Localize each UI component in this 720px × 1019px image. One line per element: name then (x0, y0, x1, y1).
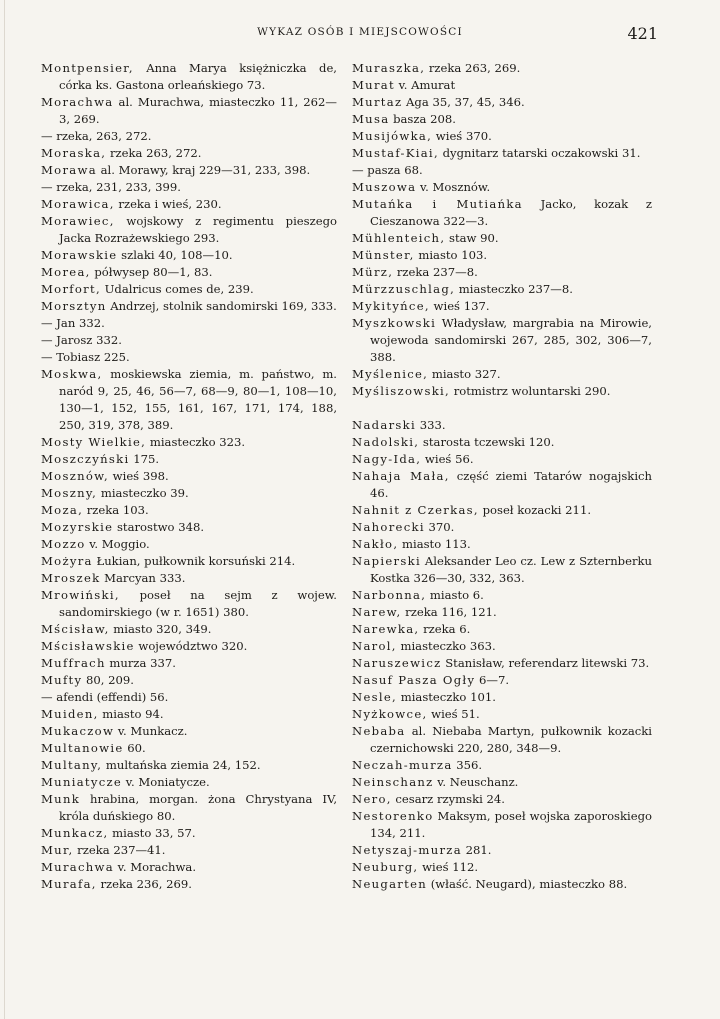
entry-text: v. Moggio. (85, 537, 150, 551)
entry-text: wieś 51. (427, 707, 480, 721)
entry-headword: Myśliszowski, (352, 384, 451, 398)
index-entry (352, 689, 652, 706)
entry-text: rzeka 6. (419, 622, 471, 636)
entry-headword: Neugarten (352, 877, 428, 891)
entry-text: — Jan 332. (41, 316, 105, 330)
entry-text: rzeka i wieś, 230. (114, 197, 222, 211)
index-entry (352, 842, 652, 859)
index-entry (41, 723, 337, 740)
entry-text: miasteczko 39. (97, 486, 189, 500)
index-entry (352, 128, 652, 145)
entry-headword: Munkacz, (41, 826, 109, 840)
index-entry (352, 519, 652, 536)
index-entry (352, 757, 652, 774)
entry-headword: Mroszek (41, 571, 101, 585)
index-entry (41, 213, 337, 247)
entry-headword: Montpensier, (41, 61, 134, 75)
index-entry (41, 315, 337, 332)
entry-text: miasto 33, 57. (108, 826, 196, 840)
entry-headword: Mścisławskie (41, 639, 135, 653)
entry-headword: Musijówka, (352, 129, 433, 143)
entry-text: moskiewska ziemia, m. państwo, m. naród 9, 25, 46, 56—7, 68—9, 80—1, 108—10, 130—1, 152, 155, 161, 167, 171, 174, 188, 250, 319, 378, 389. (59, 367, 337, 432)
entry-headword: Mścisław, (41, 622, 110, 636)
entry-headword: Moszny, (41, 486, 98, 500)
entry-text: poseł kozacki 211. (478, 503, 591, 517)
entry-headword: Morfort, (41, 282, 101, 296)
index-entry (41, 468, 337, 485)
entry-text: v. Neuschanz. (433, 775, 519, 789)
entry-text: Jacko, kozak z Cieszanowa 322—3. (370, 197, 652, 228)
entry-text: 333. (416, 418, 446, 432)
index-entry (352, 468, 652, 502)
index-entry (352, 247, 652, 264)
entry-text: 6—7. (475, 673, 510, 687)
entry-headword: Morawa (41, 163, 97, 177)
entry-headword: Napierski (352, 554, 421, 568)
entry-text: basza 208. (389, 112, 456, 126)
entry-text: Aleksander Leo cz. Lew z Szternberku Kostka 326—30, 332, 363. (370, 554, 652, 585)
index-entry (41, 162, 337, 179)
index-entry (41, 264, 337, 281)
entry-text: poseł na sejm z wojew. sandomirskiego (w r. 1651) 380. (59, 588, 337, 619)
entry-headword: Multanowie (41, 741, 124, 755)
entry-text: — afendi (effendi) 56. (41, 690, 169, 704)
entry-text: rzeka 237—41. (73, 843, 166, 857)
index-entry (41, 570, 337, 587)
entry-text: część ziemi Tatarów nogajskich 46. (370, 469, 652, 500)
index-entry (352, 723, 652, 757)
entry-text: wieś 398. (109, 469, 169, 483)
entry-text: rzeka 236, 269. (96, 877, 192, 891)
entry-text: rzeka 263, 272. (106, 146, 202, 160)
entry-headword: Narew, (352, 605, 402, 619)
entry-headword: Munk (41, 792, 81, 806)
index-entry (41, 434, 337, 451)
entry-text: Łukian, pułkownik korsuński 214. (92, 554, 296, 568)
index-entry (41, 859, 337, 876)
entry-headword: Narol, (352, 639, 397, 653)
index-entry (41, 757, 337, 774)
entry-text: v. Moniatycze. (122, 775, 210, 789)
index-entry (352, 179, 652, 196)
entry-text: cesarz rzymski 24. (391, 792, 505, 806)
index-entry (352, 621, 652, 638)
index-entry (41, 196, 337, 213)
index-entry (352, 94, 652, 111)
entry-text: dygnitarz tatarski oczakowski 31. (438, 146, 641, 160)
index-entry (352, 536, 652, 553)
entry-text: 281. (461, 843, 492, 857)
index-entry (352, 553, 652, 587)
entry-headword: Neuburg, (352, 860, 419, 874)
index-entry (352, 417, 652, 434)
entry-headword: Moskwa, (41, 367, 103, 381)
entry-headword: Narbonna, (352, 588, 427, 602)
entry-headword: Murat (352, 78, 395, 92)
index-entry (41, 179, 337, 196)
index-entry (352, 876, 652, 893)
entry-headword: Naruszewicz (352, 656, 442, 670)
entry-headword: Mur, (41, 843, 74, 857)
entry-text: 356. (452, 758, 483, 772)
entry-text: miasteczko 323. (146, 435, 246, 449)
entry-headword: Murtaz (352, 95, 403, 109)
entry-headword: Morawskie (41, 248, 118, 262)
entry-headword: Mutańka i Mutiańka (352, 197, 523, 211)
index-entry (352, 774, 652, 791)
entry-headword: Morea, (41, 265, 91, 279)
index-entry (41, 672, 337, 689)
entry-headword: Münster, (352, 248, 415, 262)
index-entry (352, 77, 652, 94)
entry-text: v. Amurat (394, 78, 456, 92)
entry-headword: Moszczyński (41, 452, 130, 466)
entry-headword: Musa (352, 112, 390, 126)
index-entry (41, 842, 337, 859)
index-entry (352, 604, 652, 621)
index-entry (41, 825, 337, 842)
entry-text: murza 337. (105, 656, 176, 670)
entry-headword: Morawiec, (41, 214, 115, 228)
entry-headword: Możyra (41, 554, 93, 568)
entry-headword: Morawica, (41, 197, 115, 211)
index-entry (41, 740, 337, 757)
entry-text: starostwo 348. (113, 520, 205, 534)
entry-headword: Morsztyn (41, 299, 107, 313)
entry-headword: Morachwa (41, 95, 114, 109)
entry-text: rotmistrz woluntarski 290. (450, 384, 611, 398)
entry-text: wieś 370. (432, 129, 492, 143)
entry-headword: Nebaba (352, 724, 406, 738)
entry-headword: Myszkowski (352, 316, 437, 330)
entry-text: Andrzej, stolnik sandomirski 169, 333. (106, 299, 337, 313)
index-entry (41, 485, 337, 502)
index-column-left (41, 60, 337, 893)
index-entry (352, 672, 652, 689)
index-entry (41, 876, 337, 893)
entry-text: 60. (123, 741, 146, 755)
index-entry (352, 230, 652, 247)
entry-headword: Mrowiński, (41, 588, 120, 602)
index-entry (41, 60, 337, 94)
entry-text: Anna Marya księżniczka de, córka ks. Gastona orleańskiego 73. (59, 61, 337, 92)
index-entry (352, 366, 652, 383)
entry-text: rzeka 237—8. (393, 265, 478, 279)
entry-text: — rzeka, 231, 233, 399. (41, 180, 181, 194)
index-entry (352, 587, 652, 604)
entry-headword: Neczah-murza (352, 758, 453, 772)
index-entry (41, 145, 337, 162)
entry-text: półwysep 80—1, 83. (90, 265, 213, 279)
index-entry (352, 315, 652, 366)
entry-headword: Mozyrskie (41, 520, 114, 534)
index-entry (41, 774, 337, 791)
index-entry (352, 383, 652, 400)
index-entry (41, 332, 337, 349)
entry-text: Maksym, poseł wojska zaporoskiego 134, 211. (370, 809, 652, 840)
entry-headword: Netyszaj-murza (352, 843, 462, 857)
entry-headword: Myślenice, (352, 367, 429, 381)
index-entry (41, 502, 337, 519)
entry-headword: Mosznów, (41, 469, 109, 483)
entry-headword: Muniatycze (41, 775, 123, 789)
index-entry (41, 689, 337, 706)
entry-headword: Multany, (41, 758, 103, 772)
index-entry (41, 298, 337, 315)
entry-text: miasto 320, 349. (109, 622, 212, 636)
index-entry (41, 349, 337, 366)
index-entry (352, 162, 652, 179)
entry-text: 175. (129, 452, 160, 466)
entry-headword: Mosty Wielkie, (41, 435, 147, 449)
entry-text: wojskowy z regimentu pieszego Jacka Rozrażewskiego 293. (59, 214, 337, 245)
entry-headword: Mürz, (352, 265, 394, 279)
entry-text: multańska ziemia 24, 152. (102, 758, 261, 772)
index-entry (352, 808, 652, 842)
index-entry (41, 247, 337, 264)
entry-headword: Mürzzuschlag, (352, 282, 456, 296)
entry-text: starosta tczewski 120. (419, 435, 555, 449)
index-entry (41, 519, 337, 536)
entry-text: miasto 327. (428, 367, 501, 381)
running-title: WYKAZ OSÓB I MIEJSCOWOŚCI (257, 26, 463, 38)
entry-text: 80, 209. (82, 673, 134, 687)
entry-headword: Nadarski (352, 418, 417, 432)
index-entry (352, 655, 652, 672)
entry-text: staw 90. (445, 231, 499, 245)
entry-headword: Nahorecki (352, 520, 425, 534)
entry-text: miasto 113. (398, 537, 471, 551)
page-edge-shadow (4, 0, 5, 1019)
entry-headword: Nadolski, (352, 435, 420, 449)
index-entry (41, 791, 337, 825)
index-entry (41, 655, 337, 672)
page-header (0, 22, 720, 46)
index-entry (41, 366, 337, 434)
index-entry (352, 706, 652, 723)
entry-headword: Nagy-Ida, (352, 452, 422, 466)
entry-text: Aga 35, 37, 45, 346. (402, 95, 525, 109)
entry-headword: Nahaja Mała, (352, 469, 450, 483)
entry-text: Udalricus comes de, 239. (100, 282, 254, 296)
entry-text: hrabina, morgan. żona Chrystyana IV, króla duńskiego 80. (59, 792, 337, 823)
entry-headword: Murachwa (41, 860, 114, 874)
entry-headword: Nahnit z Czerkas, (352, 503, 479, 517)
entry-text: — pasza 68. (352, 163, 423, 177)
entry-text: rzeka 263, 269. (425, 61, 521, 75)
index-entry (41, 621, 337, 638)
index-entry (352, 196, 652, 230)
entry-headword: Moraska, (41, 146, 107, 160)
entry-headword: Muffrach (41, 656, 106, 670)
index-entry (41, 451, 337, 468)
index-column-right (352, 60, 652, 893)
entry-text: rzeka 116, 121. (401, 605, 497, 619)
entry-text: — rzeka, 263, 272. (41, 129, 152, 143)
entry-text: — Jarosz 332. (41, 333, 122, 347)
entry-text: Władysław, margrabia na Mirowie, wojewoda sandomirski 267, 285, 302, 306—7, 388. (370, 316, 652, 364)
index-entry (41, 536, 337, 553)
entry-headword: Nakło, (352, 537, 399, 551)
entry-headword: Nestorenko (352, 809, 434, 823)
entry-text: miasto 94. (98, 707, 164, 721)
entry-text: al. Niebaba Martyn, pułkownik kozacki czernichowski 220, 280, 348—9. (370, 724, 652, 755)
entry-text: (właść. Neugard), miasteczko 88. (427, 877, 628, 891)
index-entry (352, 298, 652, 315)
entry-headword: Mühlenteich, (352, 231, 446, 245)
entry-headword: Narewka, (352, 622, 420, 636)
index-entry (352, 451, 652, 468)
index-entry (41, 706, 337, 723)
entry-headword: Mustaf-Kiai, (352, 146, 439, 160)
index-entry (352, 791, 652, 808)
index-entry (41, 128, 337, 145)
page-number: 421 (627, 24, 658, 43)
entry-text: miasteczko 363. (396, 639, 496, 653)
index-entry (352, 502, 652, 519)
entry-text: v. Munkacz. (114, 724, 188, 738)
entry-text: Marcyan 333. (100, 571, 186, 585)
entry-headword: Mozzo (41, 537, 86, 551)
index-entry (41, 281, 337, 298)
index-entry (352, 281, 652, 298)
index-entry (41, 553, 337, 570)
index-entry (352, 145, 652, 162)
entry-headword: Mukaczow (41, 724, 115, 738)
entry-text: Stanisław, referendarz litewski 73. (441, 656, 650, 670)
entry-text: al. Murachwa, miasteczko 11, 262—3, 269. (59, 95, 337, 126)
entry-headword: Muraszka, (352, 61, 426, 75)
entry-text: 370. (424, 520, 455, 534)
index-entry (352, 264, 652, 281)
entry-text: województwo 320. (134, 639, 248, 653)
index-entry (352, 434, 652, 451)
entry-headword: Moza, (41, 503, 84, 517)
entry-text: szlaki 40, 108—10. (117, 248, 233, 262)
entry-headword: Nero, (352, 792, 392, 806)
entry-headword: Nesle, (352, 690, 398, 704)
index-entry (41, 638, 337, 655)
entry-headword: Nyżkowce, (352, 707, 428, 721)
entry-text: miasto 103. (414, 248, 488, 262)
index-entry (352, 60, 652, 77)
entry-text: miasto 6. (426, 588, 484, 602)
section-gap (352, 400, 652, 417)
entry-headword: Muiden, (41, 707, 99, 721)
entry-headword: Mufty (41, 673, 83, 687)
entry-text: rzeka 103. (83, 503, 149, 517)
entry-headword: Muszowa (352, 180, 417, 194)
index-entry (352, 638, 652, 655)
entry-text: miasteczko 237—8. (455, 282, 573, 296)
entry-text: v. Morachwa. (114, 860, 197, 874)
index-entry (41, 94, 337, 128)
entry-text: v. Mosznów. (416, 180, 491, 194)
entry-headword: Murafa, (41, 877, 97, 891)
index-entry (352, 859, 652, 876)
entry-text: al. Morawy, kraj 229—31, 233, 398. (96, 163, 311, 177)
entry-text: — Tobiasz 225. (41, 350, 130, 364)
entry-headword: Nasuf Pasza Ogły (352, 673, 476, 687)
index-entry (352, 111, 652, 128)
entry-text: wieś 56. (421, 452, 474, 466)
entry-text: miasteczko 101. (397, 690, 496, 704)
entry-text: wieś 137. (429, 299, 490, 313)
entry-headword: Mykityńce, (352, 299, 430, 313)
index-entry (41, 587, 337, 621)
entry-text: wieś 112. (418, 860, 479, 874)
entry-headword: Neinschanz (352, 775, 434, 789)
